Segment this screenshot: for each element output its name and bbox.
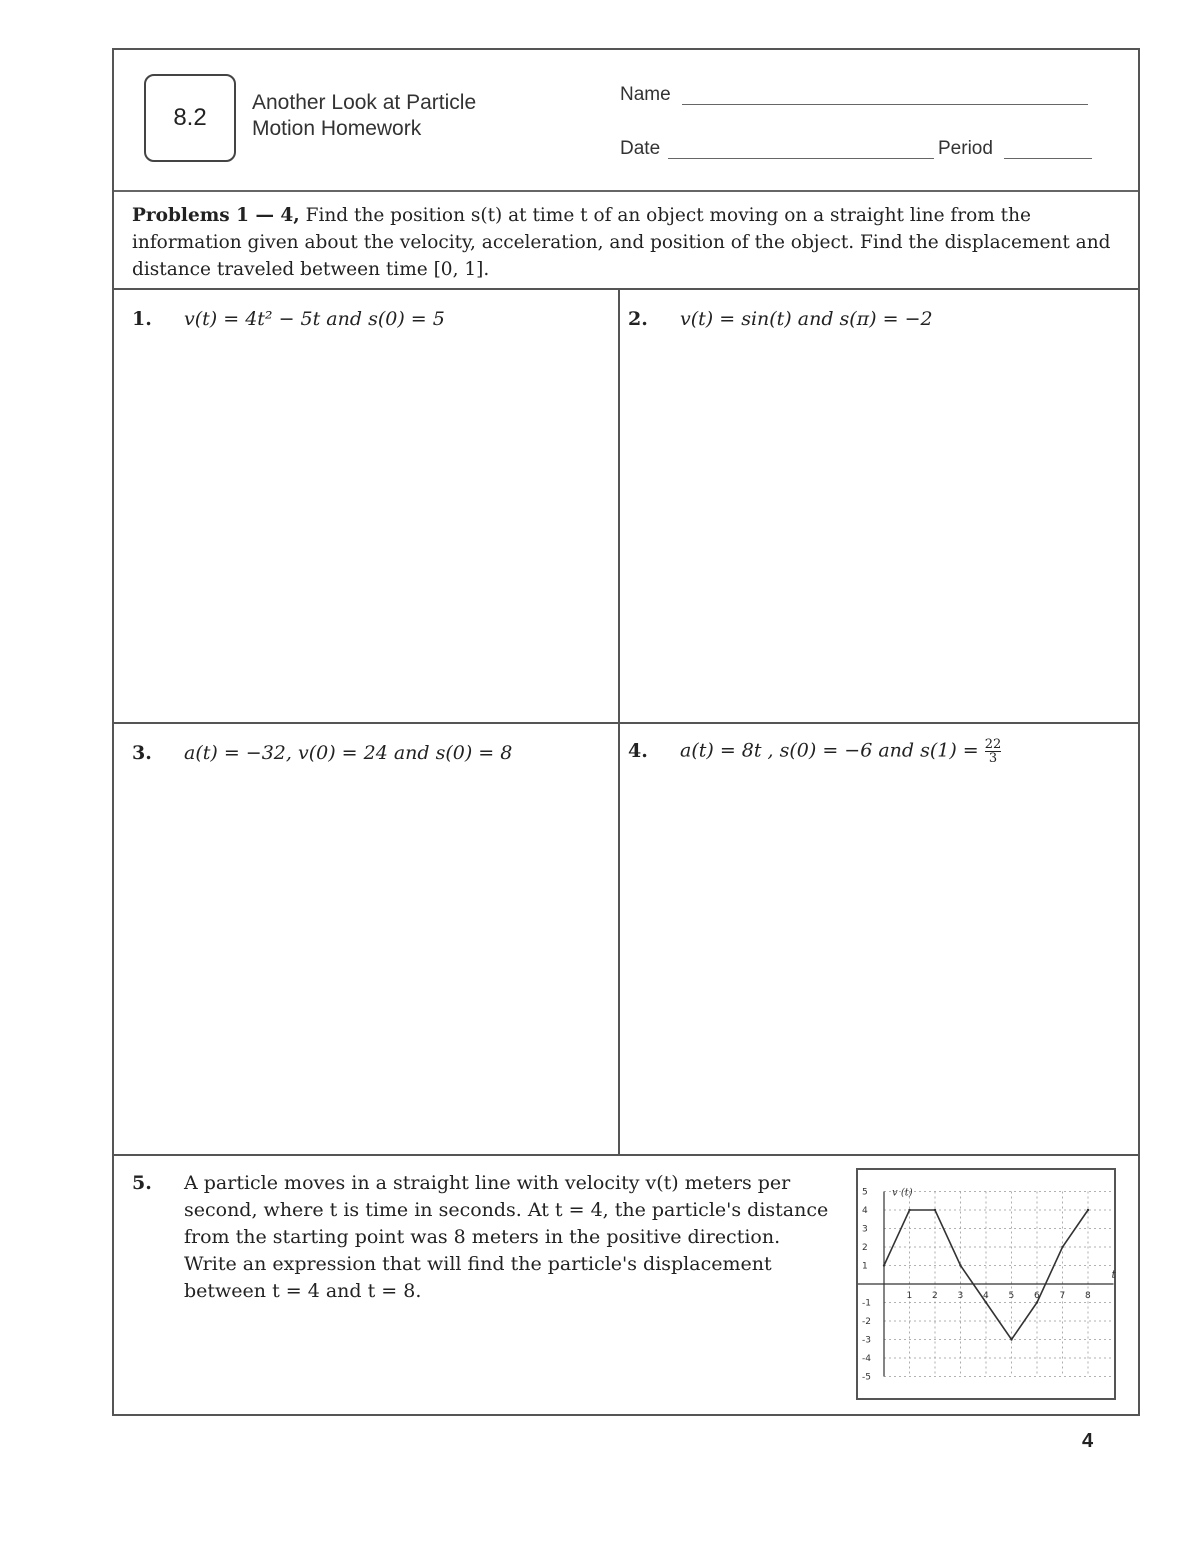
x-tick-label: 3 [957,1291,964,1301]
fraction-numerator: 22 [984,737,1002,752]
divider [618,288,620,1154]
problem-1 [132,308,445,330]
y-tick-label: -2 [862,1317,871,1327]
data-point [883,1264,885,1266]
problem-text: a(t) = −32, v(0) = 24 and s(0) = 8 [184,742,513,764]
x-axis-label: t [1111,1268,1116,1281]
data-point [985,1301,987,1303]
problem-number: 5. [132,1172,152,1194]
section-badge: 8.2 [144,74,236,162]
x-tick-label: 1 [906,1291,913,1301]
data-point [1010,1338,1012,1340]
date-label: Date [620,138,661,159]
fraction-denominator: 3 [988,751,998,766]
y-tick-label: -3 [862,1335,871,1346]
problem-4 [628,738,1001,765]
fraction [985,738,1002,765]
x-tick-label: 7 [1059,1291,1066,1301]
period-label: Period [938,138,993,159]
problem-text: A particle moves in a straight line with velocity v(t) meters per second, where t is time in seconds. At t = 4, the particle's distance from the starting point was 8 meters in the positive direction. Write an expression that will find the particle's displacement between t = 4 and t = 8. [184,1172,829,1302]
data-point [1087,1209,1089,1211]
data-point [908,1209,910,1211]
title-line-1: Another Look at Particle [252,91,477,114]
y-tick-label: 5 [862,1187,868,1198]
x-tick-label: 4 [983,1291,989,1301]
title-line-2: Motion Homework [252,117,422,140]
velocity-series-line [884,1210,1088,1340]
y-tick-label: 4 [862,1206,868,1216]
date-field[interactable] [668,158,934,159]
problem-number: 1. [132,308,152,330]
problem-text: a(t) = 8t , s(0) = −6 and s(1) = [680,739,979,762]
divider [114,288,1138,290]
problem-5 [132,1170,832,1305]
data-point [959,1264,961,1266]
instructions-text: Find the position s(t) at time t of an object moving on a straight line from the information given about the velocity, acceleration, and position of the object. Find the displacement and distance traveled between time [0, 1]. [132,205,1111,280]
period-field[interactable] [1004,158,1092,159]
x-tick-label: 5 [1008,1291,1015,1301]
instructions-bold: Problems 1 — 4, [132,205,300,226]
y-tick-label: -5 [862,1372,871,1383]
x-tick-label: 2 [932,1291,938,1301]
problem-2 [628,308,933,330]
name-label: Name [620,84,671,105]
y-tick-label: 1 [862,1261,868,1272]
name-field[interactable] [682,104,1088,105]
velocity-graph [856,1168,1116,1400]
problem-text: v(t) = 4t² − 5t and s(0) = 5 [184,308,445,330]
divider [114,1154,1138,1156]
x-tick-label: 8 [1085,1291,1091,1301]
worksheet-title [252,90,476,142]
y-tick-label: -4 [862,1354,871,1364]
worksheet-header [114,50,1138,192]
y-tick-label: 2 [862,1243,868,1253]
problem-number: 4. [628,739,648,762]
problem-text: v(t) = sin(t) and s(π) = −2 [680,308,933,330]
y-axis-label: v (t) [892,1187,913,1199]
page-number: 4 [1082,1430,1094,1452]
worksheet-frame [112,48,1140,1416]
y-tick-label: -1 [862,1298,871,1309]
problem-3 [132,742,512,764]
data-point [1036,1301,1038,1303]
data-point [1061,1246,1063,1248]
instructions [132,202,1112,283]
divider [114,722,1138,724]
problem-number: 3. [132,742,152,764]
velocity-graph-svg [858,1170,1114,1398]
y-tick-label: 3 [862,1224,868,1235]
x-tick-label: 6 [1034,1291,1040,1301]
data-point [934,1209,936,1211]
problem-number: 2. [628,308,648,330]
